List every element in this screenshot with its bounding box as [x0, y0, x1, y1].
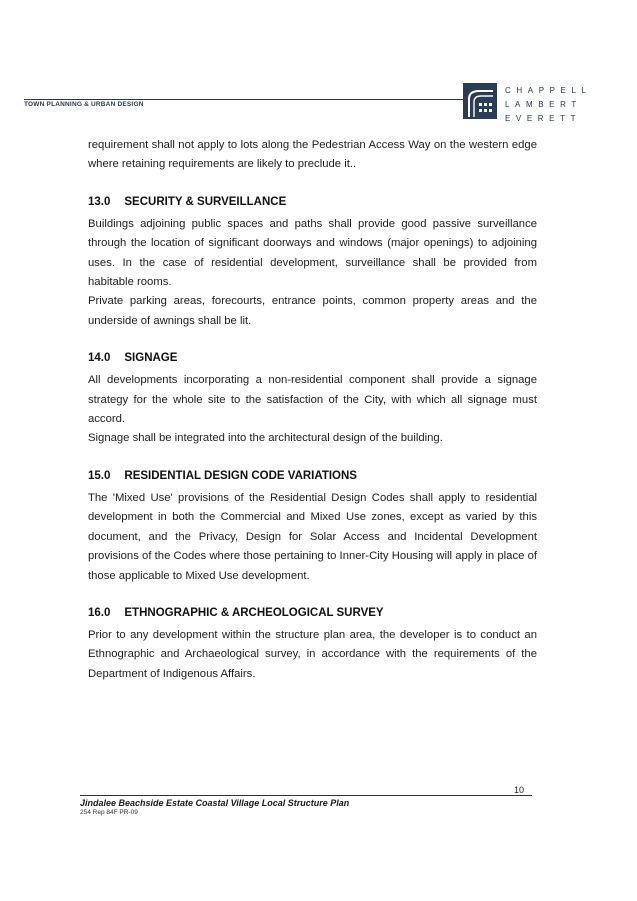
section-heading — [88, 350, 537, 366]
section-title: SECURITY & SURVEILLANCE — [124, 195, 287, 208]
section-title: SIGNAGE — [124, 352, 178, 365]
section-paragraph: Private parking areas, forecourts, entrance points, common property areas and the underside of awnings shall be lit. — [88, 295, 537, 327]
section-ethnographic-survey — [88, 605, 537, 684]
section-number: 14.0 — [88, 352, 111, 365]
section-title: RESIDENTIAL DESIGN CODE VARIATIONS — [124, 469, 357, 482]
section-paragraph: Buildings adjoining public spaces and paths shall provide good passive surveillance through the location of significant doorways and windows (major openings) to adjoining uses. In the case of residential development, surveillance shall be provided from habitable rooms. — [88, 217, 537, 289]
document-body — [88, 136, 537, 684]
section-residential-codes — [88, 468, 537, 586]
section-signage — [88, 350, 537, 449]
section-paragraph: The 'Mixed Use' provisions of the Residential Design Codes shall apply to residential development in both the Commercial and Mixed Use zones, except as varied by this document, and the Privacy, Design for Solar Access and Incidental Development provisions of the Codes where those pertaining to Inner-City Housing will apply in place of those applicable to Mixed Use development. — [88, 491, 537, 582]
header-rule — [24, 99, 474, 100]
logo-line: LAMBERT — [505, 100, 582, 109]
section-paragraph: Prior to any development within the structure plan area, the developer is to conduct an Ethnographic and Archaeological survey, in accordance with the requirements of the Department of Indigenous Affairs. — [88, 628, 537, 680]
company-logo-icon — [463, 83, 497, 119]
footer-rule — [80, 795, 532, 796]
section-number: 13.0 — [88, 195, 111, 208]
section-heading — [88, 194, 537, 210]
logo-line: EVERETT — [505, 114, 582, 123]
footer-reference: 254 Rep 84F PR-09 — [80, 809, 138, 816]
section-number: 15.0 — [88, 469, 111, 482]
section-title: ETHNOGRAPHIC & ARCHEOLOGICAL SURVEY — [124, 606, 384, 619]
section-paragraph: Signage shall be integrated into the architectural design of the building. — [88, 432, 443, 445]
section-paragraph: All developments incorporating a non-residential component shall provide a signage strategy for the whole site to the satisfaction of the City, with which all signage must accord. — [88, 374, 537, 426]
footer-title: Jindalee Beachside Estate Coastal Village Local Structure Plan — [80, 798, 350, 808]
logo-line: CHAPPELL — [505, 86, 592, 95]
section-heading — [88, 468, 537, 484]
logo-wordmark — [505, 84, 592, 126]
section-security — [88, 194, 537, 331]
intro-paragraph: requirement shall not apply to lots along the Pedestrian Access Way on the western edge where retaining requirements are likely to preclude it.. — [88, 139, 537, 171]
header-department: TOWN PLANNING & URBAN DESIGN — [24, 101, 144, 108]
section-heading — [88, 605, 537, 621]
page-number: 10 — [514, 785, 525, 795]
section-number: 16.0 — [88, 606, 111, 619]
